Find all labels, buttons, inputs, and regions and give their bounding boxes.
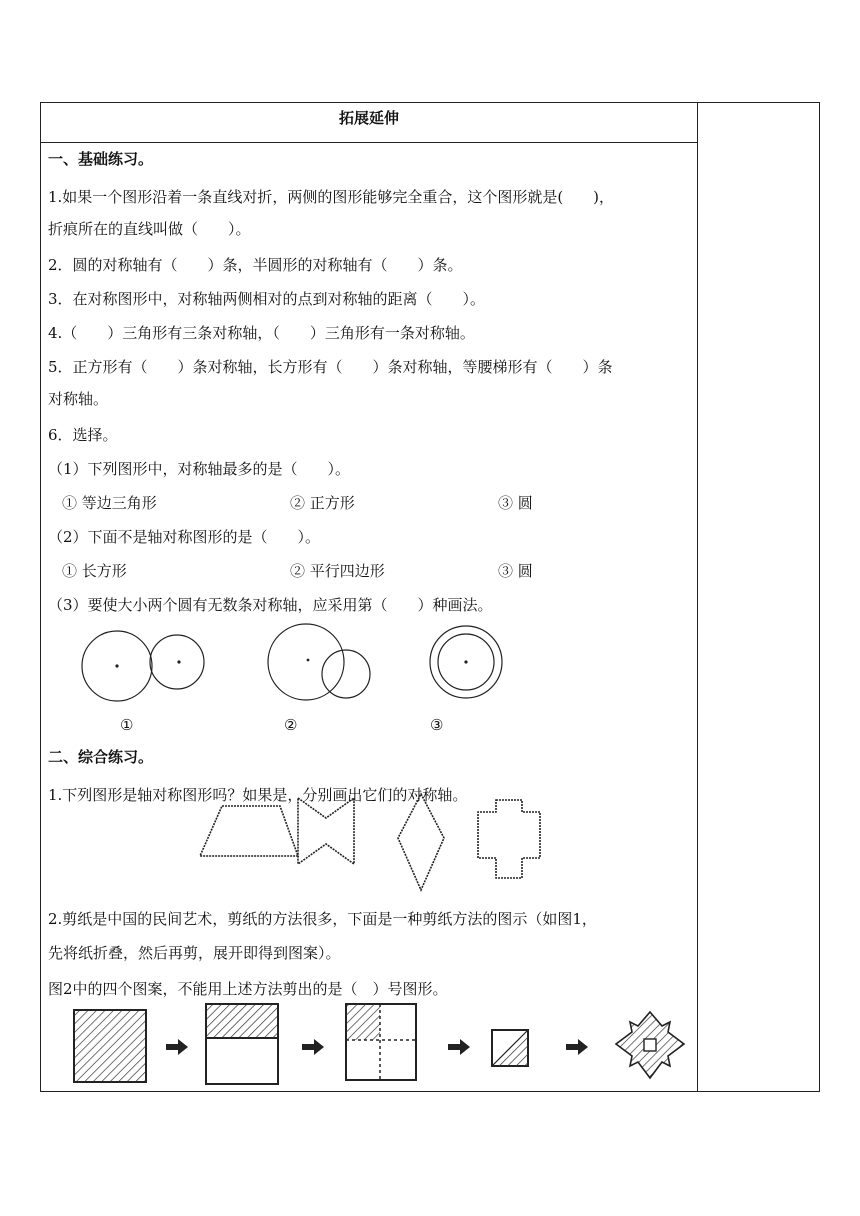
circle-label-1: ① [120,716,134,734]
section1-heading: 一、基础练习。 [48,150,154,168]
q4: 4.（ ）三角形有三条对称轴，（ ）三角形有一条对称轴。 [48,324,475,342]
q2: 2．圆的对称轴有（ ）条，半圆形的对称轴有（ ）条。 [48,256,463,274]
cut-pattern [616,1012,684,1078]
q1-line1: 1.如果一个图形沿着一条直线对折，两侧的图形能够完全重合，这个图形就是( )， [48,188,615,206]
q6-2-option-1: ① 长方形 [62,562,127,580]
s2-q1: 1.下列图形是轴对称图形吗？如果是，分别画出它们的对称轴。 [48,786,468,804]
q1-line2: 折痕所在的直线叫做（ ）。 [48,220,251,238]
q5-line1: 5．正方形有（ ）条对称轴，长方形有（ ）条对称轴，等腰梯形有（ ）条 [48,358,613,376]
table-title: 拓展延伸 [41,103,697,143]
arrow-icon [166,1039,188,1055]
q5-line2: 对称轴。 [48,390,109,408]
s2-q2-line1: 2.剪纸是中国的民间艺术，剪纸的方法很多，下面是一种剪纸方法的图示（如图1， [48,910,597,928]
circle-label-3: ③ [430,716,444,734]
q6-1-option-2: ② 正方形 [290,494,355,512]
q6-2-option-2: ② 平行四边形 [290,562,385,580]
side-column-divider [697,103,698,1091]
fold-step-2 [206,1004,278,1084]
fold-step-3 [346,1004,416,1080]
q3: 3．在对称图形中，对称轴两侧相对的点到对称轴的距离（ ）。 [48,290,486,308]
paper-cutting-diagram [48,142,690,1102]
arrow-icon [448,1039,470,1055]
q6-1: （1）下列图形中，对称轴最多的是（ ）。 [48,460,351,478]
q6-2-option-3: ③ 圆 [498,562,533,580]
s2-q2-line2: 先将纸折叠，然后再剪，展开即得到图案）。 [48,944,341,962]
circle-label-2: ② [284,716,298,734]
arrow-icon [566,1039,588,1055]
fold-step-4 [492,1030,528,1066]
q6: 6．选择。 [48,426,118,444]
q6-1-option-3: ③ 圆 [498,494,533,512]
fold-step-1 [74,1010,146,1082]
section2-heading: 二、综合练习。 [48,748,154,766]
q6-2: （2）下面不是轴对称图形的是（ ）。 [48,528,321,546]
q6-1-option-1: ① 等边三角形 [62,494,157,512]
arrow-icon [302,1039,324,1055]
q6-3: （3）要使大小两个圆有无数条对称轴，应采用第（ ）种画法。 [48,596,493,614]
s2-q2-line3: 图2中的四个图案，不能用上述方法剪出的是（ ）号图形。 [48,980,448,998]
